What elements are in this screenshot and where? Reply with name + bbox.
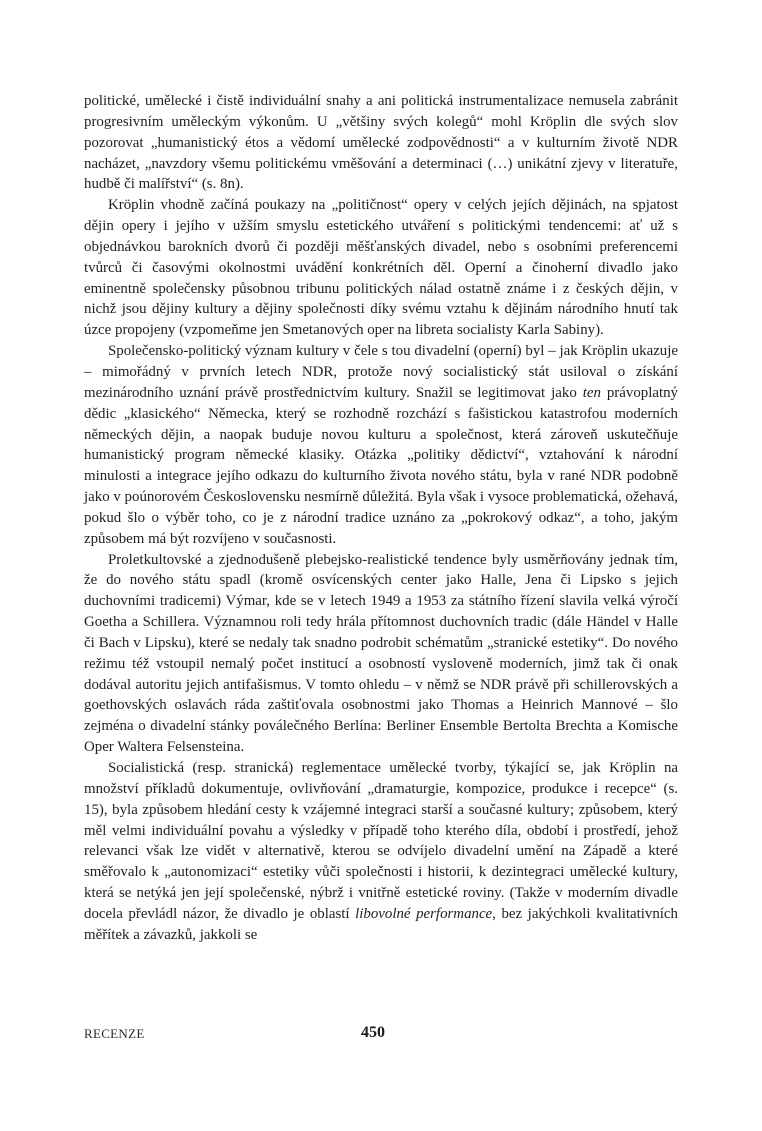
paragraph — [84, 195, 678, 341]
text-run: Kröplin vhodně začíná poukazy na „političnost“ opery v celých jejích dějinách, na spjatost dějin opery i jejího v užším smyslu estetického utváření s politickými tendencemi: ať už s objednávkou barokních dvorů či později měšťanských divadel, nebo s osobními preferencemi tvůrců či časovými okolnostmi uvádění konkrétních děl. Operní a činoherní divadlo jako eminentně společensky působnou tribunu politických nálad ostatně známe i z českých dějin, v nichž jsou dějiny kultury a dějiny společnosti díky svému vztahu k dějinám národního hnutí tak úzce propojeny (vzpomeňme jen Smetanových oper na libreta socialisty Karla Sabiny). — [84, 197, 678, 339]
paragraph — [84, 91, 678, 195]
body-text — [84, 91, 678, 946]
paragraph — [84, 550, 678, 758]
text-run: právoplatný dědic „klasického“ Německa, který se rozhodně rozchází s fašistickou katastrofou moderních německých dějin, a naopak buduje novou kulturu a společnost, která zároveň uskutečňuje humanistický program německé klasiky. Otázka „politiky dědictví“, vztahování k národní minulosti a integrace jejího odkazu do kulturního života nového státu, byla v rané NDR podobně jako v poúnorovém Československu nesmírně důležitá. Byla však i vysoce problematická, ožehavá, pokud šlo o výběr toho, co je z národní tradice uznáno za „pokrokový odkaz“, a toho, jakým způsobem má být rozvíjeno v současnosti. — [84, 384, 678, 547]
text-run: Socialistická (resp. stranická) reglementace umělecké tvorby, týkající se, jak Kröplin na množství příkladů dokumentuje, ovlivňování „dramaturgie, kompozice, produkce i recepce“ (s. 15), byla způsobem hledání cesty k vzájemné integraci starší a současné kultury; způsobem, který měl velmi individuální povahu a výsledky v případě toho kterého díla, období i prostředí, jehož relevanci však lze vidět v alternativě, kterou se odvíjelo divadelní umění na Západě a které směřovalo k „autonomizaci“ estetiky vůči společnosti i historii, k dezintegraci umělecké kultury, která se netýká jen její společenské, nýbrž i vnitřně estetické roviny. (Takže v moderním divadle docela převládl názor, že divadlo je oblastí — [84, 760, 678, 922]
text-run: Společensko-politický význam kultury v čele s tou divadelní (operní) byl – jak Kröplin ukazuje – mimořádný v prvních letech NDR, protože nový socialistický stát usiloval o získání mezinárodního uznání právě prostřednictvím kultury. Snažil se legitimovat jako — [84, 343, 678, 401]
italic-text-run: ten — [582, 384, 601, 401]
text-run: , bez jakýchkoli kvalitativních měřítek a závazků, jakkoli se — [84, 905, 678, 943]
italic-text-run: libovolné performance — [355, 905, 493, 922]
text-run: Proletkultovské a zjednodušeně plebejsko-realistické tendence byly usměrňovány jednak tím, že do nového státu spadl (kromě osvícenských center jako Halle, Jena či Lipsko s jejich duchovními tradicemi) Výmar, kde se v letech 1949 a 1953 za státního řízení slavila velká výročí Goetha a Schillera. Významnou roli tedy hrála přítomnost duchovních tradic (dále Händel v Halle či Bach v Lipsku), které se nedaly tak snadno podrobit schématům „stranické estetiky“. Do nového režimu též vstoupil nemalý počet institucí a osobností vysloveně moderních, jimž tak či onak dodával autoritu jejich antifašismus. V tomto ohledu – v němž se NDR právě při schillerovských a goethovských oslavách ráda zaštiťovala osobnostmi jako Thomas a Heinrich Mannové – šlo zejména o divadelní stánky poválečného Berlína: Berliner Ensemble Bertolta Brechta a Komische Oper Waltera Felsensteina. — [84, 551, 678, 756]
page-number: 450 — [361, 1024, 385, 1041]
text-run: politické, umělecké i čistě individuální snahy a ani politická instrumentalizace nemusela zabránit progresivním uměleckým výkonům. U „většiny svých kolegů“ mohl Kröplin dle svých slov pozorovat „humanistický étos a vědomí umělecké zodpovědnosti“ a v kulturním životě NDR nacházet, „navzdory všemu politickému vměšování a determinaci (…) unikátní zjevy v literatuře, hudbě či malířství“ (s. 8n). — [84, 93, 678, 193]
paragraph — [84, 758, 678, 946]
paragraph — [84, 341, 678, 549]
running-footer-label: RECENZE — [84, 1026, 145, 1041]
